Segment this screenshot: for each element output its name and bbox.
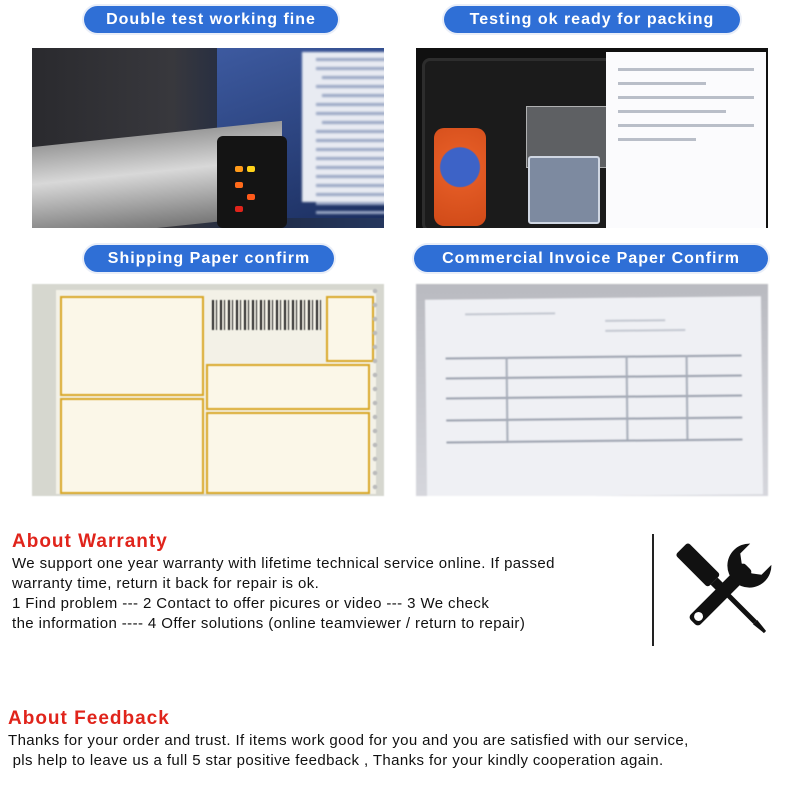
diagnostic-device-laptop-photo xyxy=(32,48,384,228)
shipping-paper-photo xyxy=(32,284,384,496)
warranty-line-1: We support one year warranty with lifetime technical service online. If passed xyxy=(12,555,555,572)
feedback-heading: About Feedback xyxy=(8,708,170,729)
section-divider xyxy=(652,534,654,646)
caption-pill-2: Testing ok ready for packing xyxy=(444,6,740,33)
commercial-invoice-photo xyxy=(416,284,768,496)
warranty-line-2: warranty time, return it back for repair is ok. xyxy=(12,575,320,592)
caption-pill-3: Shipping Paper confirm xyxy=(84,245,334,272)
wrench-screwdriver-icon xyxy=(665,535,783,647)
packed-case-photo xyxy=(416,48,768,228)
warranty-heading: About Warranty xyxy=(12,531,168,552)
caption-pill-4: Commercial Invoice Paper Confirm xyxy=(414,245,768,272)
warranty-line-4: the information ---- 4 Offer solutions (online teamviewer / return to repair) xyxy=(12,615,526,632)
feedback-line-2: pls help to leave us a full 5 star positive feedback , Thanks for your kindly cooperation again. xyxy=(8,752,664,769)
feedback-line-1: Thanks for your order and trust. If items work good for you and you are satisfied with our service, xyxy=(8,732,689,749)
warranty-line-3: 1 Find problem --- 2 Contact to offer picures or video --- 3 We check xyxy=(12,595,490,612)
caption-pill-1: Double test working fine xyxy=(84,6,338,33)
